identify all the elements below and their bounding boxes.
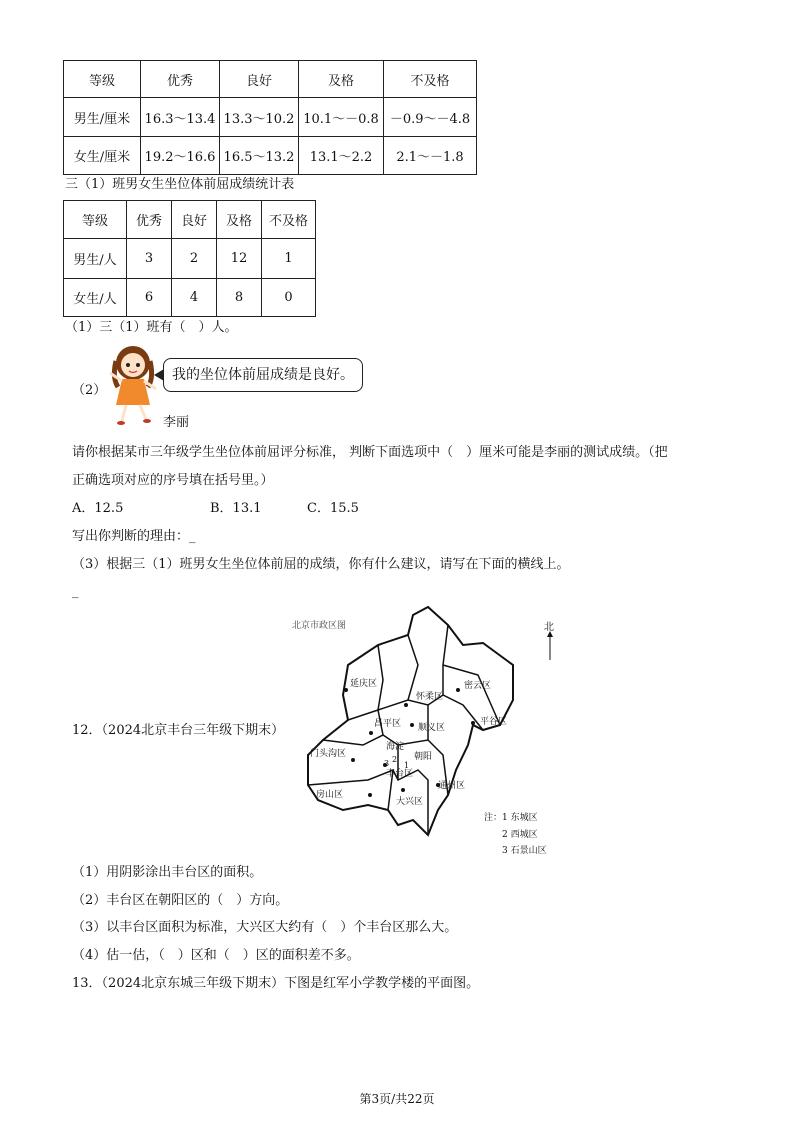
- option-c: C．15.5: [307, 501, 359, 516]
- table2-header: 不及格: [262, 201, 316, 239]
- map-legend: 2 西城区: [502, 830, 538, 840]
- table1-cell: 2.1～－1.8: [384, 137, 477, 175]
- district-label: 通州区: [438, 781, 466, 791]
- option-a: A．12.5: [72, 501, 124, 516]
- map-legend: 3 石景山区: [502, 846, 547, 856]
- girl-character-icon: [100, 343, 170, 428]
- reason-prompt: 写出你判断的理由：_: [72, 529, 196, 544]
- table2-cell: 8: [217, 279, 262, 317]
- table1-cell: －0.9～－4.8: [384, 98, 477, 137]
- page-footer: 第3页/共22页: [359, 1092, 435, 1106]
- question-12-item: （2）丰台区在朝阳区的（ ）方向。: [72, 893, 289, 908]
- stats-table: [63, 200, 316, 317]
- district-label: 平谷区: [480, 717, 508, 727]
- question-2-label: （2）: [72, 383, 107, 398]
- table2-cell: 12: [217, 239, 262, 279]
- district-label: 3: [384, 759, 390, 768]
- table2-header: 及格: [217, 201, 262, 239]
- district-label: 昌平区: [374, 719, 402, 729]
- table2-cell: 女生/人: [64, 279, 127, 317]
- table1-cell: 10.1～－0.8: [299, 98, 384, 137]
- table1-header: 优秀: [141, 61, 220, 98]
- table1-header: 不及格: [384, 61, 477, 98]
- table2-caption: 三（1）班男女生坐位体前屈成绩统计表: [65, 177, 295, 192]
- question-12-item: （1）用阴影涂出丰台区的面积。: [72, 865, 263, 880]
- table2-cell: 1: [262, 239, 316, 279]
- answer-blank: _: [72, 584, 79, 599]
- question-12-item: （4）估一估，（ ）区和（ ）区的面积差不多。: [72, 948, 360, 963]
- table1-header: 等级: [64, 61, 141, 98]
- district-label: 朝阳: [414, 752, 433, 762]
- question-1: （1）三（1）班有（ ）人。: [65, 320, 238, 335]
- table2-header: 良好: [172, 201, 217, 239]
- question-3: （3）根据三（1）班男女生坐位体前屈的成绩，你有什么建议，请写在下面的横线上。: [72, 557, 570, 572]
- option-b: B．13.1: [210, 501, 262, 516]
- district-label: 顺义区: [418, 723, 446, 733]
- question-12-label: 12．（2024北京丰台三年级下期末）: [72, 723, 285, 738]
- district-label: 海淀: [386, 742, 405, 752]
- standard-table: [63, 60, 477, 175]
- speech-bubble: 我的坐位体前屈成绩是良好。: [163, 358, 363, 392]
- table1-cell: 13.1～2.2: [299, 137, 384, 175]
- table2-cell: 0: [262, 279, 316, 317]
- map-legend: 注：1 东城区: [484, 813, 538, 823]
- table1-cell: 女生/厘米: [64, 137, 141, 175]
- table1-header: 良好: [220, 61, 299, 98]
- district-label: 房山区: [316, 790, 344, 800]
- table1-cell: 13.3～10.2: [220, 98, 299, 137]
- district-label: 2: [392, 755, 398, 764]
- question-12-item: （3）以丰台区面积为标准，大兴区大约有（ ）个丰台区那么大。: [72, 920, 458, 935]
- district-label: 门头沟区: [310, 749, 347, 759]
- question-2-text: 正确选项对应的序号填在括号里。）: [72, 473, 274, 488]
- table2-cell: 6: [127, 279, 172, 317]
- table1-cell: 19.2～16.6: [141, 137, 220, 175]
- district-label: 丰台区: [386, 769, 414, 779]
- table2-header: 等级: [64, 201, 127, 239]
- district-label: 延庆区: [350, 679, 378, 689]
- table1-cell: 男生/厘米: [64, 98, 141, 137]
- district-label: 大兴区: [396, 797, 424, 807]
- table2-header: 优秀: [127, 201, 172, 239]
- table2-cell: 2: [172, 239, 217, 279]
- district-label: 1: [404, 761, 410, 770]
- table2-cell: 3: [127, 239, 172, 279]
- table2-cell: 男生/人: [64, 239, 127, 279]
- district-label: 怀柔区: [416, 692, 444, 702]
- table1-cell: 16.3～13.4: [141, 98, 220, 137]
- map-title: 北京市政区图: [292, 621, 347, 631]
- beijing-map: [288, 605, 560, 857]
- map-north-label: 北: [544, 622, 554, 633]
- table1-header: 及格: [299, 61, 384, 98]
- question-13: 13．（2024北京东城三年级下期末）下图是红军小学教学楼的平面图。: [72, 976, 480, 991]
- district-label: 密云区: [464, 681, 492, 691]
- table2-cell: 4: [172, 279, 217, 317]
- question-2-text: 请你根据某市三年级学生坐位体前屈评分标准， 判断下面选项中（ ）厘米可能是李丽的测试成绩。（把: [72, 445, 668, 460]
- character-name: 李丽: [163, 415, 190, 430]
- table1-cell: 16.5～13.2: [220, 137, 299, 175]
